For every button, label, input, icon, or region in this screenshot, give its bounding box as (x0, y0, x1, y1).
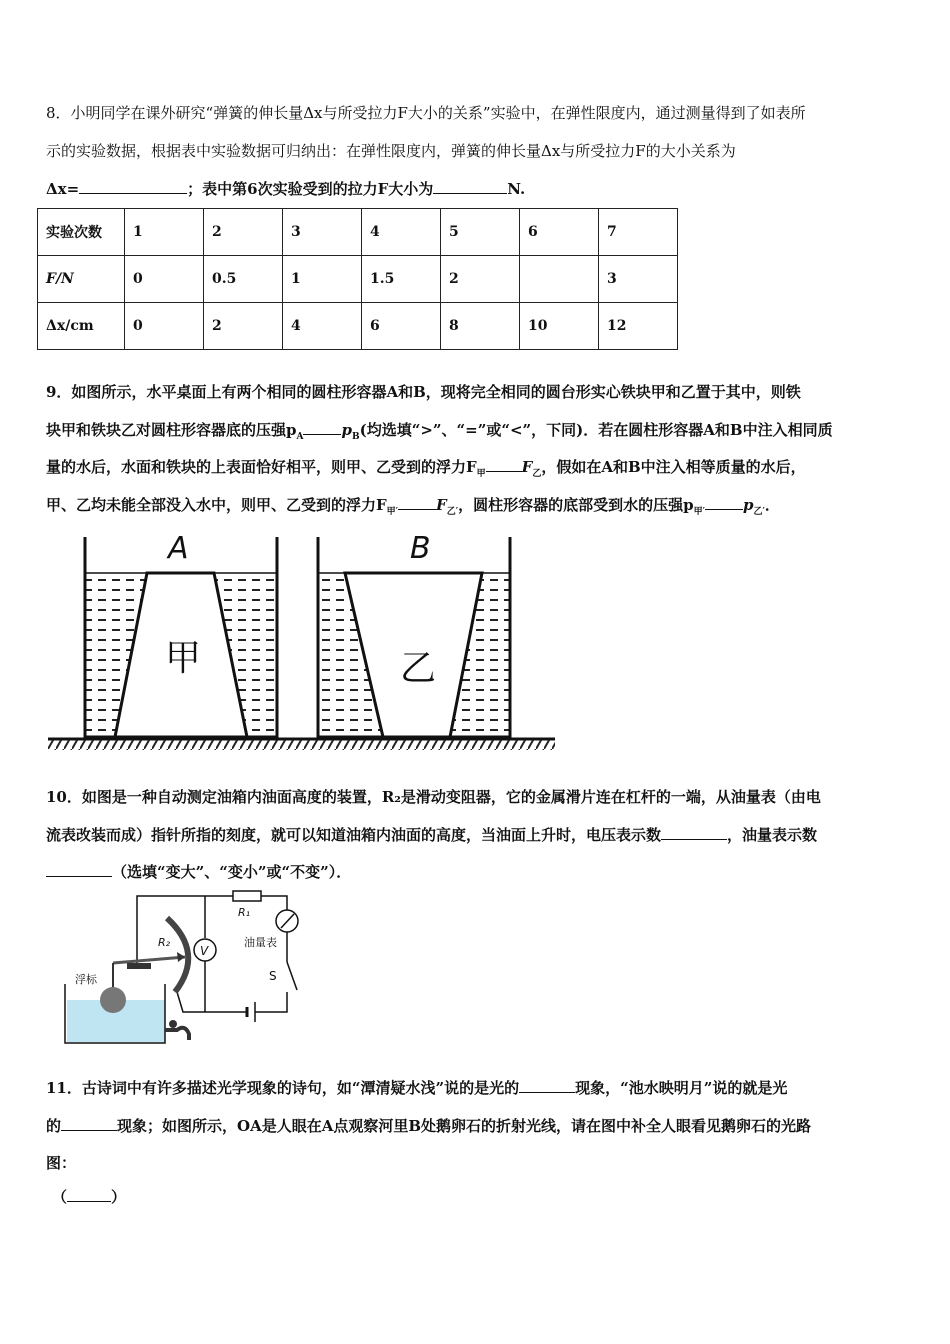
q8-blank-relation[interactable] (79, 179, 187, 194)
cell-trial-5: 5 (441, 209, 520, 256)
resistor-r1 (233, 891, 261, 901)
q9-text-equal-mass: ，假如在A和B中注入相等质量的水后， (541, 458, 806, 476)
q9-containers-figure (40, 525, 560, 755)
q8-line-3 (46, 178, 525, 199)
ground-hatch (48, 740, 555, 750)
q10-circuit-figure (55, 888, 315, 1050)
label-float: 浮标 (75, 973, 97, 986)
label-a: A (168, 531, 189, 566)
label-b: B (410, 531, 431, 566)
q11-blank-3[interactable] (67, 1187, 111, 1202)
cell-ext-2: 2 (204, 303, 283, 350)
cell-force-2: 0.5 (204, 256, 283, 303)
table-row-extension (38, 303, 678, 350)
cell-force-4: 1.5 (362, 256, 441, 303)
cell-trial-1: 1 (125, 209, 204, 256)
q11-blank-1[interactable] (519, 1078, 575, 1093)
q11-paren-open: （ (52, 1188, 68, 1206)
q9-blank-2[interactable] (486, 457, 522, 472)
q11-text-3: 的 (46, 1117, 62, 1135)
q9-blank-3[interactable] (398, 495, 436, 510)
label-fuel-gauge: 油量表 (244, 936, 277, 949)
cell-ext-7: 12 (599, 303, 678, 350)
q8-unit-n: N. (507, 180, 526, 198)
q9-period: ． (764, 496, 780, 514)
label-r1: R₁ (238, 906, 251, 919)
label-jia: 甲 (165, 638, 202, 679)
table-row-force (38, 256, 678, 303)
q9-line-2 (46, 419, 833, 442)
q10-line-3 (46, 861, 351, 882)
q11-line-4 (52, 1186, 126, 1207)
q10-text-voltmeter: 流表改装而成）指针所指的刻度，就可以知道油箱内油面的高度，当油面上升时，电压表示数 (46, 826, 662, 844)
q9-sub-jia: 甲 (476, 469, 486, 479)
q9-blank-1[interactable] (303, 420, 341, 435)
q10-line-1: 10．如图是一种自动测定油箱内油面高度的装置，R₂是滑动变阻器，它的金属滑片连在杠杆的一端，从油量表（由电 (46, 788, 821, 806)
q9-line-4 (46, 494, 780, 517)
q9-f2: F (436, 496, 447, 514)
row-header-extension: Δx/cm (38, 303, 125, 350)
q11-blank-2[interactable] (61, 1116, 117, 1131)
q10-blank-1[interactable] (661, 825, 727, 840)
q9-line-3 (46, 456, 806, 479)
q9-line-1: 9．如图所示，水平桌面上有两个相同的圆柱形容器A和B，现将完全相同的圆台形实心铁块甲和乙置于其中，则铁 (46, 383, 801, 401)
q9-pb: p (341, 421, 352, 439)
q8-line-2: 示的实验数据，根据表中实验数据可归纳出：在弹性限度内，弹簧的伸长量Δx与所受拉力F的大小关系为 (46, 142, 736, 160)
q11-line-3: 图： (46, 1154, 77, 1172)
q9-f: F (521, 458, 533, 476)
cell-trial-3: 3 (283, 209, 362, 256)
cell-force-6[interactable] (520, 256, 599, 303)
q9-text-pressure: 块甲和铁块乙对圆柱形容器底的压强p (46, 421, 297, 439)
q9-blank-4[interactable] (705, 495, 743, 510)
label-r2: R₂ (158, 936, 171, 949)
q9-sub-yi2: 乙′ (446, 507, 459, 517)
cell-force-1: 0 (125, 256, 204, 303)
q8-text-6th: ；表中第6次实验受到的拉力F大小为 (187, 180, 434, 198)
table-row-trials (38, 209, 678, 256)
cell-trial-2: 2 (204, 209, 283, 256)
q10-text-options: （选填“变大”、“变小”或“不变”）． (112, 863, 352, 881)
q9-text-buoyancy: 量的水后，水面和铁块的上表面恰好相平，则甲、乙受到的浮力F (46, 458, 477, 476)
q9-sub-b: B (351, 432, 360, 442)
q11-paren-close: ） (111, 1188, 127, 1206)
voltmeter-label: V (200, 944, 209, 958)
q11-text-2: 现象，“池水映明月”说的就是光 (575, 1079, 788, 1097)
label-yi: 乙 (400, 648, 437, 689)
q9-text-bottom: ，圆柱形容器的底部受到水的压强p (458, 496, 694, 514)
q10-blank-2[interactable] (46, 862, 112, 877)
q8-line-1: 8．小明同学在课外研究“弹簧的伸长量Δx与所受拉力F大小的关系”实验中，在弹性限度内，通过测量得到了如表所 (46, 104, 806, 122)
cell-ext-5: 8 (441, 303, 520, 350)
q9-sub-jia3: 甲′ (693, 507, 705, 517)
row-header-trials: 实验次数 (38, 209, 125, 256)
q9-text-options: (均选填“>”、“=”或“<”，下同)．若在圆柱形容器A和B中注入相同质 (359, 421, 833, 439)
label-s: S (269, 969, 277, 983)
cell-ext-4: 6 (362, 303, 441, 350)
q11-line-2 (46, 1115, 811, 1136)
cell-force-7: 3 (599, 256, 678, 303)
row-header-force: F/N (38, 256, 125, 303)
cell-force-3: 1 (283, 256, 362, 303)
q10-line-2 (46, 824, 817, 845)
q9-sub-yi: 乙 (532, 469, 542, 479)
cell-trial-7: 7 (599, 209, 678, 256)
q11-text-4: 现象；如图所示，OA是人眼在A点观察河里B处鹅卵石的折射光线，请在图中补全人眼看见鹅卵石的光路 (117, 1117, 812, 1135)
lever (113, 957, 185, 963)
switch-s (287, 962, 297, 990)
q8-data-table (37, 208, 678, 350)
q8-dx-label: Δx= (46, 180, 80, 198)
float (100, 987, 126, 1013)
q9-sub-a: A (296, 432, 304, 442)
cell-trial-4: 4 (362, 209, 441, 256)
q9-text-partial: 甲、乙均未能全部没入水中，则甲、乙受到的浮力F (46, 496, 387, 514)
q9-p2: p (742, 496, 754, 514)
cell-ext-6: 10 (520, 303, 599, 350)
faucet (165, 1028, 189, 1040)
q9-sub-yi3: 乙′ (753, 507, 765, 517)
q11-text-1: 11．古诗词中有许多描述光学现象的诗句，如“潭清疑水浅”说的是光的 (46, 1079, 520, 1097)
cell-ext-3: 4 (283, 303, 362, 350)
cell-force-5: 2 (441, 256, 520, 303)
cell-trial-6: 6 (520, 209, 599, 256)
q8-blank-force6[interactable] (433, 179, 507, 194)
cell-ext-1: 0 (125, 303, 204, 350)
q9-sub-jia2: 甲′ (386, 507, 399, 517)
q10-text-gauge: ，油量表示数 (727, 826, 818, 844)
q11-line-1 (46, 1077, 787, 1098)
